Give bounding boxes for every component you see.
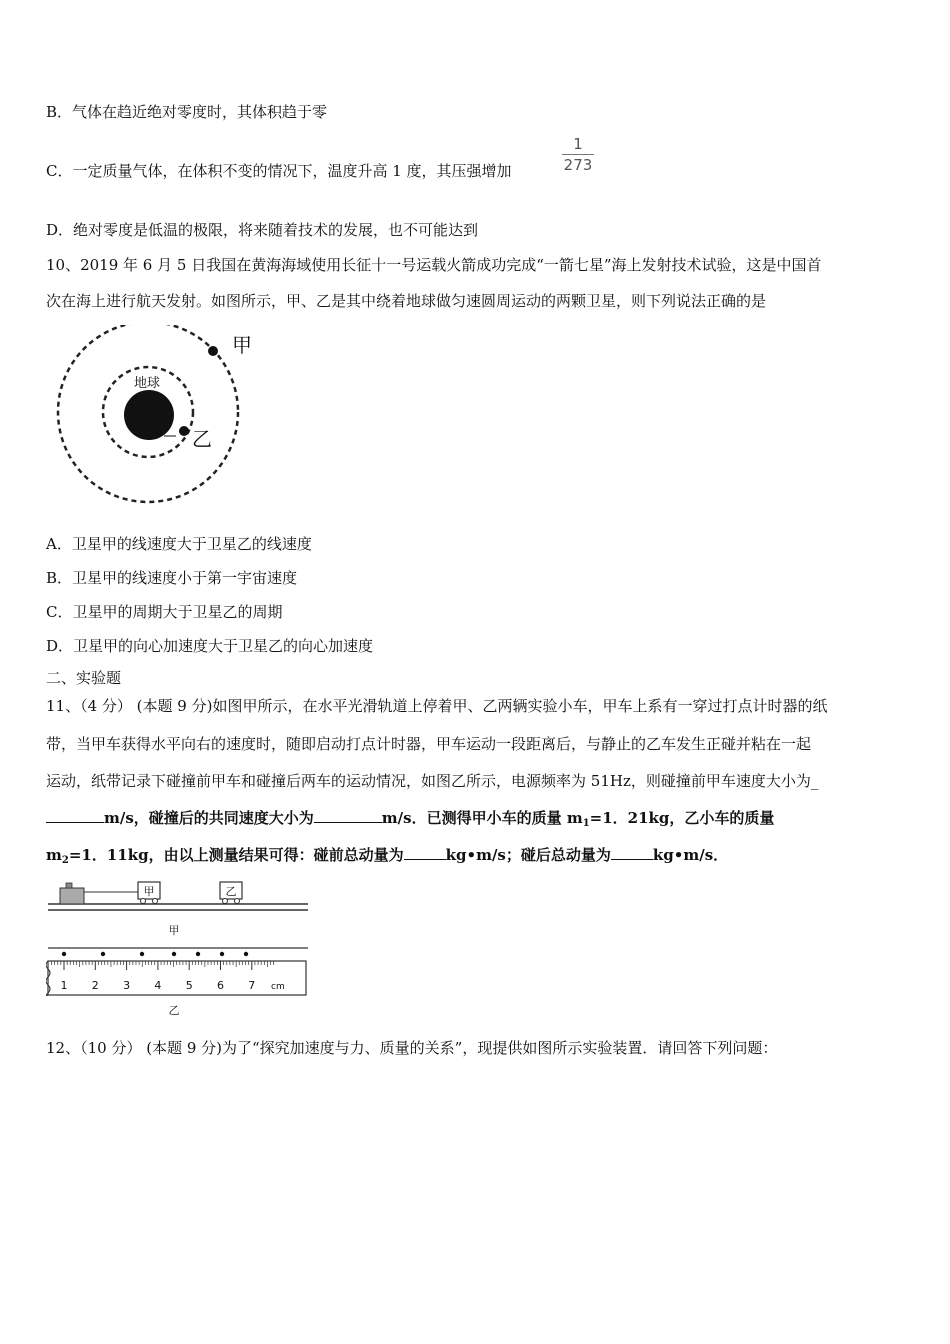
q10-option-d: D．卫星甲的向心加速度大于卫星乙的向心加速度	[46, 637, 374, 655]
answer-blank-1[interactable]	[46, 808, 104, 823]
tape-dot	[220, 952, 224, 956]
cart-track-figure	[46, 878, 312, 1020]
answer-blank-2[interactable]	[314, 808, 382, 823]
ruler-tick-label: 6	[217, 979, 224, 992]
tape-dot	[62, 952, 66, 956]
satellite-a	[208, 346, 218, 356]
earth	[124, 390, 174, 440]
tape-dot	[196, 952, 200, 956]
ruler-unit: cm	[271, 982, 285, 992]
orbit-figure	[50, 325, 270, 505]
timer-terminal	[66, 883, 72, 888]
q12-line1: 12、（10 分） (本题 9 分)为了“探究加速度与力、质量的关系”，现提供如图所示实验装置．请回答下列问题：	[46, 1039, 778, 1057]
fraction-denominator: 273	[563, 156, 593, 174]
satellite-b	[179, 426, 189, 436]
ruler-tick-label: 2	[91, 979, 99, 992]
tape-dot	[140, 952, 144, 956]
q10-stem-line2: 次在海上进行航天发射。如图所示，甲、乙是其中绕着地球做匀速圆周运动的两颗卫星，则下列说法正确的是	[46, 292, 767, 310]
wheel	[153, 899, 158, 904]
wheel	[223, 899, 228, 904]
ruler-tick-label: 7	[248, 979, 256, 992]
answer-blank-4[interactable]	[611, 845, 653, 860]
cart-a-label: 甲	[143, 885, 155, 898]
q9-fraction	[562, 135, 594, 174]
satellite-b-label: 乙	[192, 427, 212, 451]
q10-option-a: A．卫星甲的线速度大于卫星乙的线速度	[46, 535, 312, 553]
ticker-timer	[60, 888, 84, 904]
q10-option-c: C．卫星甲的周期大于卫星乙的周期	[46, 603, 283, 621]
q11-line2: 带，当甲车获得水平向右的速度时，随即启动打点计时器，甲车运动一段距离后，与静止的乙车发生正碰并粘在一起	[46, 735, 812, 753]
q10-stem-line1: 10、2019 年 6 月 5 日我国在黄海海域使用长征十一号运载火箭成功完成“一箭七星”海上发射技术试验，这是中国首	[46, 256, 822, 274]
q9-option-c: C．一定质量气体，在体积不变的情况下，温度升高 1 度，其压强增加	[46, 162, 512, 180]
tape-dot	[172, 952, 176, 956]
q9-option-d: D．绝对零度是低温的极限，将来随着技术的发展，也不可能达到	[46, 221, 479, 239]
q11-line5: $m_2=1$．11kg，由以上测量结果可得：碰前总动量为 kg•m/s；碰后总动量为 kg•m/s．	[46, 846, 729, 866]
ruler-tick-label: 3	[123, 979, 131, 992]
earth-label: 地球	[133, 376, 161, 391]
q10-option-b: B．卫星甲的线速度小于第一宇宙速度	[46, 569, 298, 587]
figure-caption-a: 甲	[168, 924, 180, 937]
ruler-tick-label: 4	[154, 979, 162, 992]
tape-dot	[101, 952, 105, 956]
answer-blank-3[interactable]	[404, 845, 446, 860]
q9-option-b: B．气体在趋近绝对零度时，其体积趋于零	[46, 103, 328, 121]
tape-dot	[244, 952, 248, 956]
fraction-bar	[562, 154, 594, 155]
wheel	[141, 899, 146, 904]
section-title: 二、实验题	[46, 669, 122, 687]
ruler-tick-label: 5	[185, 979, 193, 992]
q11-line4: m/s，碰撞后的共同速度大小为 m/s．已测得甲小车的质量 $m_1=1$．21kg，乙小车的质量	[46, 808, 774, 834]
fraction-numerator: 1	[573, 135, 583, 153]
cart-b-label: 乙	[225, 885, 237, 898]
ruler-tick-label: 1	[60, 979, 68, 992]
figure-caption-b: 乙	[168, 1004, 180, 1017]
satellite-a-label: 甲	[232, 333, 252, 357]
wheel	[235, 899, 240, 904]
q11-line1: 11、（4 分） (本题 9 分)如图甲所示，在水平光滑轨道上停着甲、乙两辆实验小车，甲车上系有一穿过打点计时器的纸	[46, 697, 828, 715]
q11-line3: 运动，纸带记录下碰撞前甲车和碰撞后两车的运动情况，如图乙所示，电源频率为 51Hz，则碰撞前甲车速度大小为_	[46, 772, 819, 790]
